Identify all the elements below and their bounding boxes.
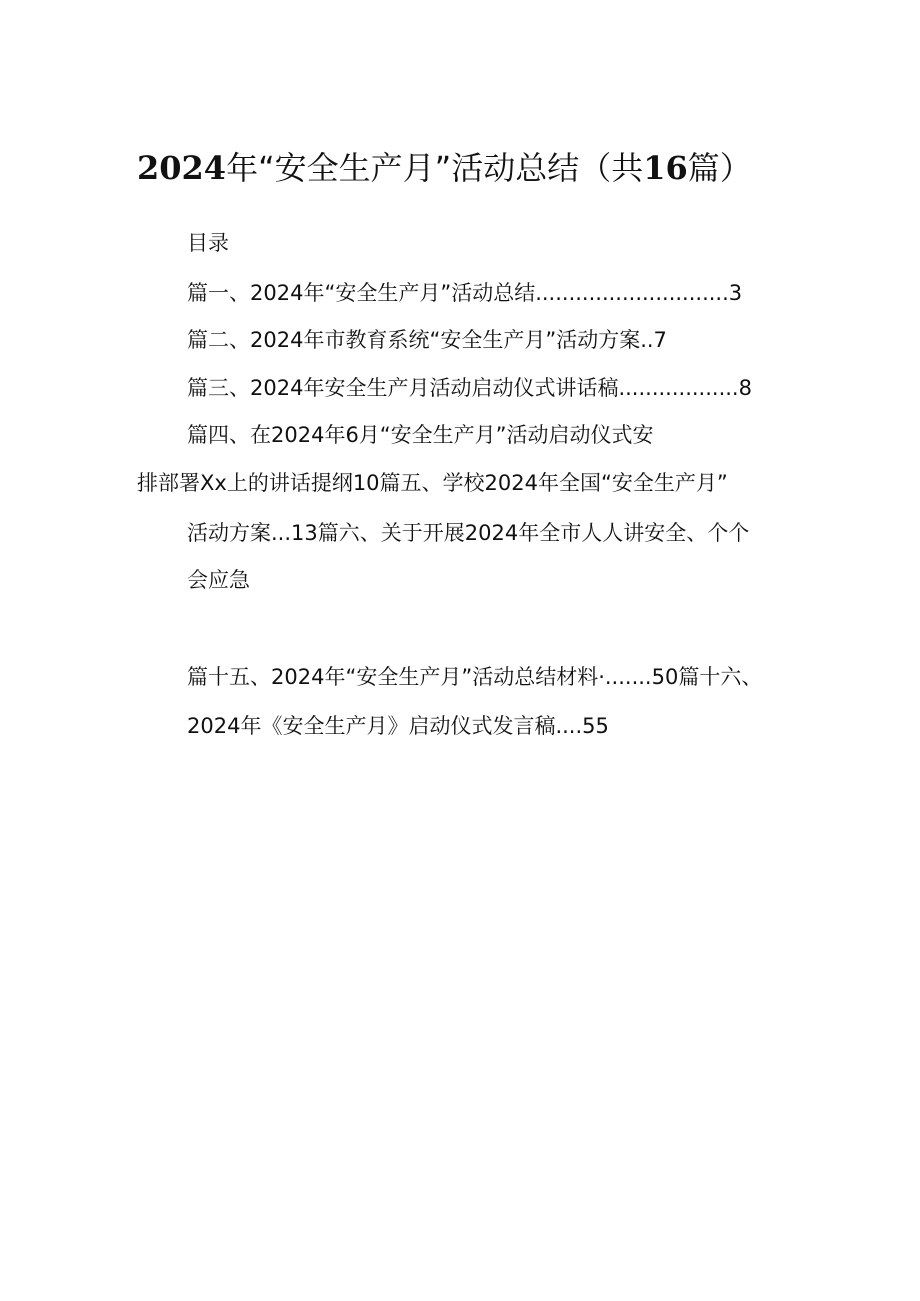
toc-entry[interactable]: 篇二、2024年市教育系统“安全生产月”活动方案..7 [187,328,667,352]
toc-entry[interactable]: 会应急 [187,568,250,592]
toc-entry[interactable]: 活动方案...13篇六、关于开展2024年全市人人讲安全、个个 [187,521,750,545]
title-text: 年“安全生产月”活动总结（共 [226,149,644,187]
title-count: 16 [643,149,688,187]
title-year: 2024 [137,149,227,187]
toc-entry[interactable]: 篇三、2024年安全生产月活动启动仪式讲话稿..................8 [187,376,752,400]
toc-entry[interactable]: 2024年《安全生产月》启动仪式发言稿....55 [187,714,609,738]
toc-entry[interactable]: 篇一、2024年“安全生产月”活动总结.............................3 [187,281,743,305]
toc-heading: 目录 [187,231,229,255]
document-title [137,144,837,192]
title-close: 篇） [687,149,752,187]
toc-entry[interactable]: 篇十五、2024年“安全生产月”活动总结材料·.......50篇十六、 [187,665,763,689]
toc-entry[interactable]: 排部署Xx上的讲话提纲10篇五、学校2024年全国“安全生产月” [137,471,728,495]
toc-entry[interactable]: 篇四、在2024年6月“安全生产月”活动启动仪式安 [187,423,654,447]
